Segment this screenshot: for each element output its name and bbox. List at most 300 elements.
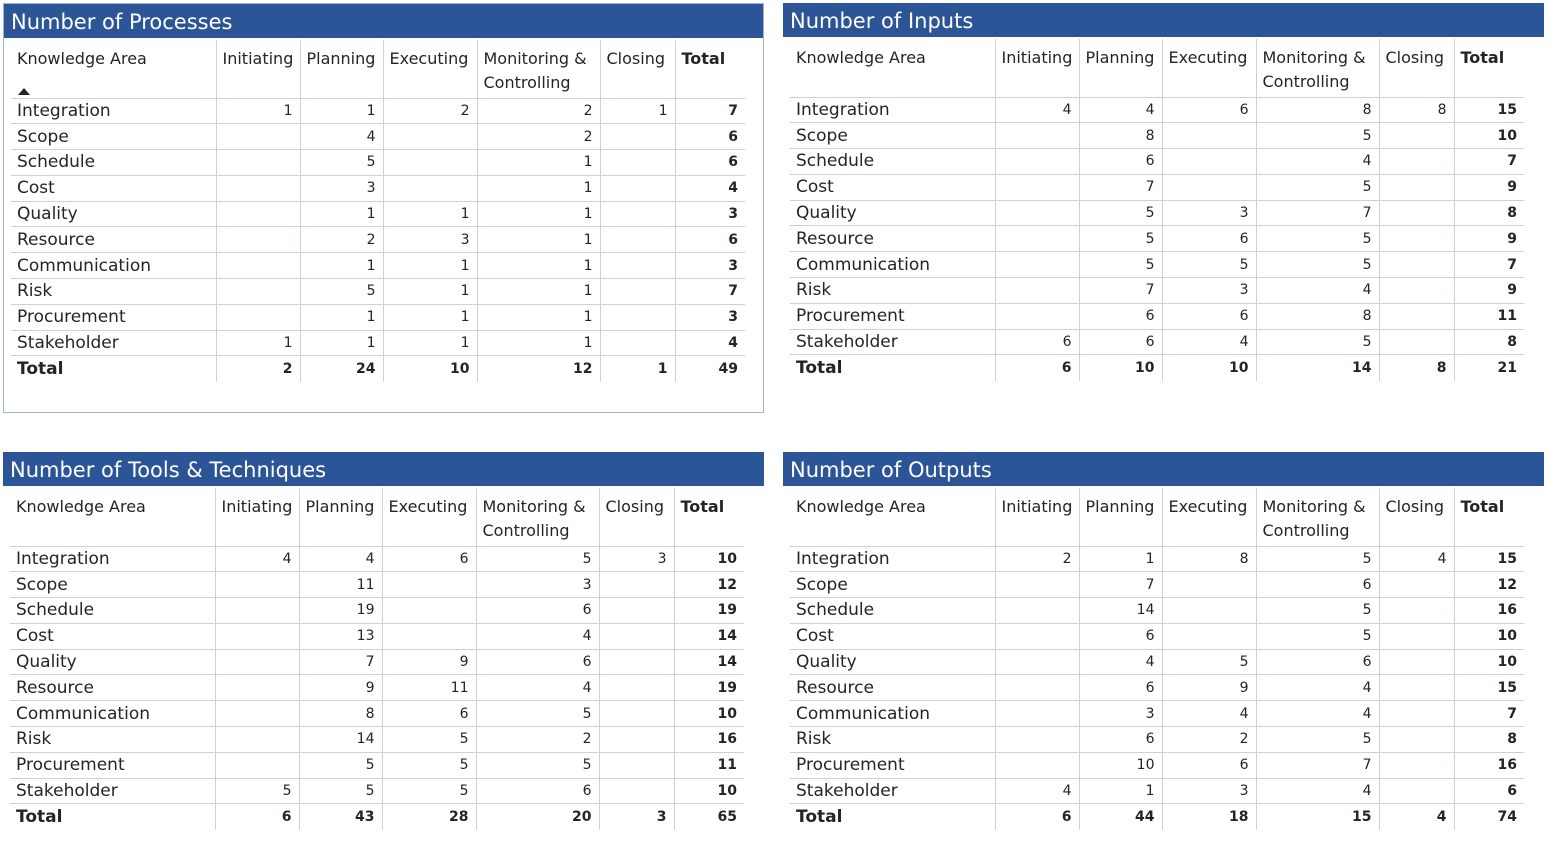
table-row [10,623,744,649]
cell-monitoring-controlling: 3 [476,572,599,598]
cell-monitoring-controlling: 2 [477,98,600,124]
total-label: Total [796,358,843,379]
cell-initiating [995,752,1079,778]
cell-monitoring-controlling: 6 [476,649,599,675]
table-row [10,598,744,624]
cell-closing [1379,226,1454,252]
total-row [11,356,745,382]
row-label: Integration [790,546,995,572]
column-header-total[interactable] [674,488,744,546]
cell-planning: 4 [299,546,382,572]
column-header-initiating[interactable] [995,39,1079,97]
column-header-closing[interactable] [599,488,674,546]
cell-planning: 4 [300,124,383,150]
cell-planning: 3 [1079,701,1162,727]
cell-initiating [216,279,300,305]
cell-total: 6 [675,124,745,150]
cell-executing: 11 [382,675,476,701]
table-row [11,304,745,330]
cell-closing [599,675,674,701]
cell-planning: 9 [299,675,382,701]
cell-closing [1379,329,1454,355]
cell-planning: 2 [300,227,383,253]
cell-initiating [995,701,1079,727]
cell-executing: 5 [1162,252,1256,278]
cell-total: 10 [674,778,744,804]
table-row [790,123,1524,149]
cell-initiating [216,175,300,201]
column-header-monitoring-controlling[interactable] [477,40,600,98]
cell-planning: 6 [1079,329,1162,355]
table-row [790,226,1524,252]
total-closing: 8 [1379,355,1454,381]
column-header-label: Executing [389,49,469,68]
cell-monitoring-controlling: 4 [1256,701,1379,727]
cell-executing: 5 [1162,649,1256,675]
cell-planning: 6 [1079,149,1162,175]
cell-monitoring-controlling: 1 [477,304,600,330]
row-label: Procurement [10,752,215,778]
row-label: Risk [790,727,995,753]
cell-initiating [995,623,1079,649]
cell-executing [382,598,476,624]
cell-closing [1379,598,1454,624]
table-row [790,278,1524,304]
cell-total: 12 [1454,572,1524,598]
row-label: Procurement [11,304,216,330]
total-executing: 28 [382,804,476,830]
cell-executing: 1 [383,279,477,305]
cell-total: 9 [1454,174,1524,200]
cell-monitoring-controlling: 5 [476,752,599,778]
total-initiating: 6 [995,355,1079,381]
column-header-knowledge-area[interactable] [11,40,216,98]
cell-planning: 4 [1079,97,1162,123]
cell-executing: 8 [1162,546,1256,572]
column-header-monitoring-controlling[interactable] [1256,39,1379,97]
cell-closing [599,778,674,804]
table-row [790,97,1524,123]
cell-total: 10 [1454,649,1524,675]
column-header-executing[interactable] [1162,39,1256,97]
cell-planning: 7 [1079,572,1162,598]
table-row [790,649,1524,675]
cell-total: 10 [674,546,744,572]
cell-closing [600,304,675,330]
column-header-label: Total [680,497,725,516]
total-executing: 10 [1162,355,1256,381]
cell-closing [599,623,674,649]
cell-total: 6 [1454,778,1524,804]
total-executing: 10 [383,356,477,382]
cell-planning: 11 [299,572,382,598]
column-header-planning[interactable] [1079,39,1162,97]
row-label: Scope [790,572,995,598]
table-row [11,98,745,124]
cell-executing: 3 [1162,200,1256,226]
total-label: Total [16,807,63,828]
column-header-label: Total [681,49,726,68]
row-label: Cost [790,623,995,649]
cell-monitoring-controlling: 8 [1256,97,1379,123]
cell-planning: 7 [1079,278,1162,304]
cell-executing [1162,572,1256,598]
cell-monitoring-controlling: 5 [476,546,599,572]
total-closing: 3 [599,804,674,830]
column-header-executing[interactable] [382,488,476,546]
cell-closing [1379,675,1454,701]
cell-executing: 1 [383,330,477,356]
row-label: Risk [10,727,215,753]
cell-total: 11 [1454,303,1524,329]
row-label: Resource [11,227,216,253]
column-header-label: Monitoring & Controlling [1262,497,1366,540]
column-header-planning[interactable] [1079,488,1162,546]
cell-executing [383,124,477,150]
row-label: Quality [790,649,995,675]
total-initiating: 6 [995,804,1079,830]
table-row [790,252,1524,278]
cell-initiating: 4 [215,546,299,572]
inputs-panel [783,3,1544,413]
cell-executing [382,572,476,598]
cell-monitoring-controlling: 1 [477,227,600,253]
cell-closing [1379,200,1454,226]
cell-monitoring-controlling: 6 [1256,572,1379,598]
cell-closing [1379,727,1454,753]
cell-monitoring-controlling: 6 [476,598,599,624]
row-label: Scope [790,123,995,149]
cell-total: 10 [1454,123,1524,149]
cell-closing [599,649,674,675]
cell-planning: 1 [300,201,383,227]
row-label: Integration [11,98,216,124]
cell-initiating [216,304,300,330]
column-header-closing[interactable] [1379,488,1454,546]
cell-planning: 7 [299,649,382,675]
panel-title: Number of Processes [4,4,763,38]
table-row [790,572,1524,598]
total-planning: 44 [1079,804,1162,830]
cell-monitoring-controlling: 5 [1256,727,1379,753]
cell-total: 4 [675,330,745,356]
cell-planning: 1 [300,98,383,124]
cell-executing: 9 [382,649,476,675]
cell-total: 8 [1454,727,1524,753]
column-header-knowledge-area[interactable] [790,488,995,546]
column-header-label: Initiating [221,497,293,516]
cell-initiating: 4 [995,97,1079,123]
cell-executing [1162,123,1256,149]
cell-initiating [216,150,300,176]
row-label: Scope [10,572,215,598]
cell-executing: 1 [383,304,477,330]
column-header-initiating[interactable] [995,488,1079,546]
table-row [790,778,1524,804]
row-label: Risk [11,279,216,305]
cell-planning: 5 [1079,252,1162,278]
column-header-label: Knowledge Area [16,497,146,516]
total-monitoring-controlling: 20 [476,804,599,830]
cell-initiating [995,174,1079,200]
column-header-knowledge-area[interactable] [790,39,995,97]
column-header-label: Knowledge Area [796,497,926,516]
cell-closing [1379,778,1454,804]
cell-total: 7 [675,98,745,124]
table-row [11,150,745,176]
table-row [11,330,745,356]
table-row [11,175,745,201]
cell-executing: 6 [382,546,476,572]
cell-initiating [215,572,299,598]
table-row [10,675,744,701]
sort-ascending-icon[interactable] [18,88,30,95]
cell-executing: 4 [1162,701,1256,727]
cell-monitoring-controlling: 5 [1256,174,1379,200]
cell-monitoring-controlling: 1 [477,279,600,305]
cell-executing: 3 [1162,278,1256,304]
cell-executing: 2 [1162,727,1256,753]
row-label: Quality [790,200,995,226]
column-header-closing[interactable] [1379,39,1454,97]
cell-planning: 14 [299,727,382,753]
column-header-knowledge-area[interactable] [10,488,215,546]
cell-monitoring-controlling: 1 [477,150,600,176]
row-label: Cost [11,175,216,201]
column-header-total[interactable] [675,40,745,98]
cell-closing [1379,649,1454,675]
row-label: Schedule [790,598,995,624]
cell-planning: 6 [1079,303,1162,329]
column-header-executing[interactable] [383,40,477,98]
column-header-total[interactable] [1454,488,1524,546]
cell-monitoring-controlling: 2 [477,124,600,150]
column-header-label: Knowledge Area [17,49,147,68]
cell-executing: 5 [382,727,476,753]
cell-monitoring-controlling: 1 [477,201,600,227]
column-header-closing[interactable] [600,40,675,98]
cell-executing [1162,149,1256,175]
row-label: Quality [11,201,216,227]
cell-planning: 4 [1079,649,1162,675]
cell-monitoring-controlling: 5 [476,701,599,727]
cell-initiating: 2 [995,546,1079,572]
total-total: 65 [674,804,744,830]
cell-initiating [995,200,1079,226]
cell-monitoring-controlling: 7 [1256,752,1379,778]
total-label: Total [796,807,843,828]
cell-total: 7 [1454,149,1524,175]
cell-closing [599,572,674,598]
column-header-total[interactable] [1454,39,1524,97]
cell-planning: 5 [1079,200,1162,226]
table-row [790,174,1524,200]
cell-closing: 4 [1379,546,1454,572]
cell-closing [1379,252,1454,278]
column-header-label: Knowledge Area [796,48,926,67]
row-label: Integration [10,546,215,572]
cell-monitoring-controlling: 4 [1256,149,1379,175]
row-label: Integration [790,97,995,123]
cell-monitoring-controlling: 5 [1256,226,1379,252]
cell-planning: 10 [1079,752,1162,778]
cell-total: 10 [1454,623,1524,649]
row-label: Stakeholder [10,778,215,804]
cell-initiating [995,598,1079,624]
cell-planning: 13 [299,623,382,649]
matrix-table [790,39,1524,381]
cell-executing: 2 [383,98,477,124]
panel-title: Number of Inputs [783,3,1544,37]
column-header-label: Closing [606,49,665,68]
header-row [11,40,745,98]
total-row [790,804,1524,830]
cell-initiating [995,649,1079,675]
matrix-table [10,488,744,830]
total-monitoring-controlling: 15 [1256,804,1379,830]
processes-panel [3,3,764,413]
total-planning: 24 [300,356,383,382]
cell-monitoring-controlling: 6 [476,778,599,804]
header-row [790,39,1524,97]
column-header-label: Planning [1085,497,1155,516]
row-label: Resource [790,226,995,252]
cell-initiating [215,727,299,753]
cell-executing [1162,598,1256,624]
cell-total: 7 [1454,252,1524,278]
cell-initiating [215,623,299,649]
cell-total: 14 [674,649,744,675]
cell-closing [600,227,675,253]
cell-planning: 6 [1079,675,1162,701]
cell-total: 12 [674,572,744,598]
cell-planning: 1 [1079,546,1162,572]
cell-monitoring-controlling: 1 [477,330,600,356]
total-planning: 43 [299,804,382,830]
cell-closing [599,701,674,727]
cell-executing: 5 [382,778,476,804]
total-closing: 4 [1379,804,1454,830]
column-header-label: Closing [605,497,664,516]
cell-monitoring-controlling: 2 [476,727,599,753]
column-header-label: Executing [388,497,468,516]
cell-executing: 5 [382,752,476,778]
cell-planning: 8 [1079,123,1162,149]
cell-monitoring-controlling: 5 [1256,623,1379,649]
cell-closing [599,752,674,778]
column-header-label: Executing [1168,497,1248,516]
table-row [10,778,744,804]
cell-monitoring-controlling: 4 [1256,675,1379,701]
cell-executing: 6 [1162,97,1256,123]
cell-executing: 6 [1162,303,1256,329]
column-header-initiating[interactable] [216,40,300,98]
column-header-monitoring-controlling[interactable] [476,488,599,546]
total-monitoring-controlling: 12 [477,356,600,382]
column-header-planning[interactable] [300,40,383,98]
cell-closing [599,598,674,624]
row-label: Stakeholder [790,778,995,804]
cell-initiating [995,226,1079,252]
cell-initiating [216,124,300,150]
cell-total: 16 [1454,752,1524,778]
cell-monitoring-controlling: 4 [1256,278,1379,304]
cell-monitoring-controlling: 5 [1256,123,1379,149]
column-header-planning[interactable] [299,488,382,546]
column-header-label: Total [1460,497,1505,516]
row-label: Cost [10,623,215,649]
cell-closing: 3 [599,546,674,572]
cell-initiating [995,675,1079,701]
table-row [11,279,745,305]
cell-executing [1162,623,1256,649]
column-header-monitoring-controlling[interactable] [1256,488,1379,546]
cell-planning: 3 [300,175,383,201]
table-row [10,572,744,598]
total-monitoring-controlling: 14 [1256,355,1379,381]
column-header-label: Initiating [222,49,294,68]
cell-planning: 7 [1079,174,1162,200]
cell-closing [600,201,675,227]
cell-initiating [995,278,1079,304]
matrix-table [11,40,745,382]
table-row [10,727,744,753]
total-row [790,355,1524,381]
cell-executing [383,150,477,176]
cell-planning: 5 [300,150,383,176]
table-row [10,546,744,572]
cell-closing [600,124,675,150]
table-row [10,649,744,675]
column-header-initiating[interactable] [215,488,299,546]
table-row [790,623,1524,649]
cell-closing [1379,752,1454,778]
column-header-label: Planning [306,49,376,68]
cell-closing [600,279,675,305]
row-label: Resource [10,675,215,701]
cell-executing: 1 [383,253,477,279]
cell-planning: 6 [1079,727,1162,753]
column-header-executing[interactable] [1162,488,1256,546]
cell-planning: 1 [1079,778,1162,804]
cell-total: 3 [675,201,745,227]
column-header-label: Planning [305,497,375,516]
cell-closing [1379,174,1454,200]
cell-total: 19 [674,598,744,624]
cell-closing [1379,572,1454,598]
cell-initiating [995,727,1079,753]
row-label: Procurement [790,303,995,329]
row-label: Procurement [790,752,995,778]
row-label: Stakeholder [790,329,995,355]
table-row [790,727,1524,753]
column-header-label: Monitoring & Controlling [1262,48,1366,91]
cell-closing [600,175,675,201]
table-row [790,303,1524,329]
cell-total: 7 [675,279,745,305]
column-header-label: Initiating [1001,48,1073,67]
table-row [790,200,1524,226]
cell-executing: 6 [382,701,476,727]
cell-total: 14 [674,623,744,649]
table-row [10,752,744,778]
cell-total: 8 [1454,200,1524,226]
column-header-label: Executing [1168,48,1248,67]
cell-planning: 5 [300,279,383,305]
cell-initiating: 5 [215,778,299,804]
cell-initiating [995,303,1079,329]
row-label: Schedule [10,598,215,624]
